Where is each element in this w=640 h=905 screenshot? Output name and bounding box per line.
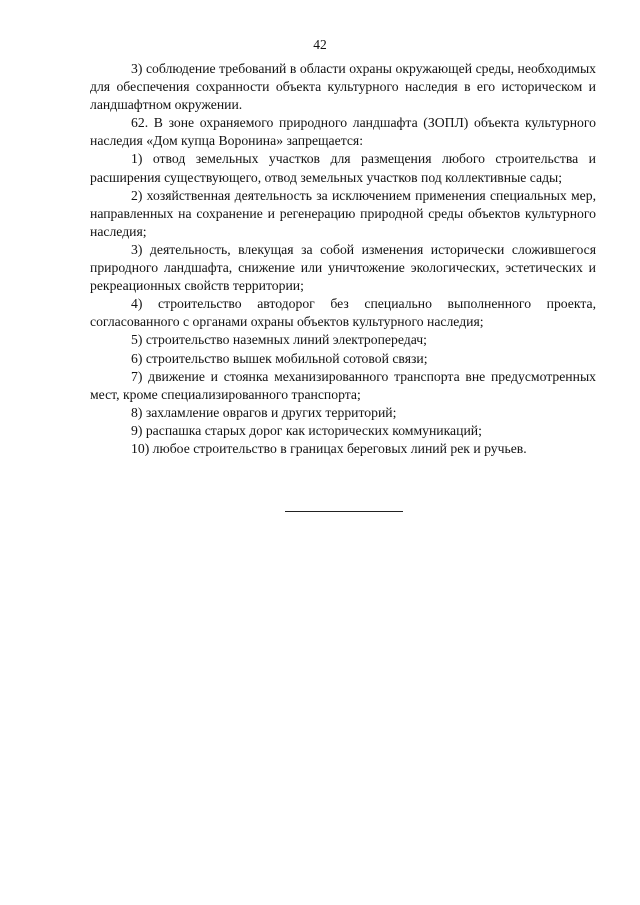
list-item-1: 1) отвод земельных участков для размещения любого строительства и расширения существующего, отвод земельных участков под коллективные сады; [90,151,596,185]
paragraph-item-3-environment: 3) соблюдение требований в области охраны окружающей среды, необходимых для обеспечения сохранности объекта культурного наследия в его историческом и ландшафтном окружении. [90,61,596,113]
list-item-7: 7) движение и стоянка механизированного транспорта вне предусмотренных мест, кроме специализированного транспорта; [90,368,596,402]
list-item-5: 5) строительство наземных линий электропередач; [131,332,427,348]
list-item-2: 2) хозяйственная деятельность за исключением применения специальных мер, направленных на сохранение и регенерацию природной среды объектов культурного наследия; [90,187,596,239]
list-item-6: 6) строительство вышек мобильной сотовой связи; [131,350,428,366]
list-item-10: 10) любое строительство в границах береговых линий рек и ручьев. [131,440,527,456]
page-number: 42 [313,37,327,52]
paragraph-62-heading: 62. В зоне охраняемого природного ландшафта (ЗОПЛ) объекта культурного наследия «Дом купца Воронина» запрещается: [90,115,596,149]
end-divider-line [285,511,403,512]
document-body [90,60,596,458]
list-item-4: 4) строительство автодорог без специально выполненного проекта, согласованного с органами охраны объектов культурного наследия; [90,296,596,330]
list-item-3: 3) деятельность, влекущая за собой изменения исторически сложившегося природного ландшафта, снижение или уничтожение экологических, эстетических и рекреационных свойств территории; [90,241,596,294]
list-item-9: 9) распашка старых дорог как исторических коммуникаций; [131,422,482,438]
list-item-8: 8) захламление оврагов и других территорий; [131,404,397,420]
